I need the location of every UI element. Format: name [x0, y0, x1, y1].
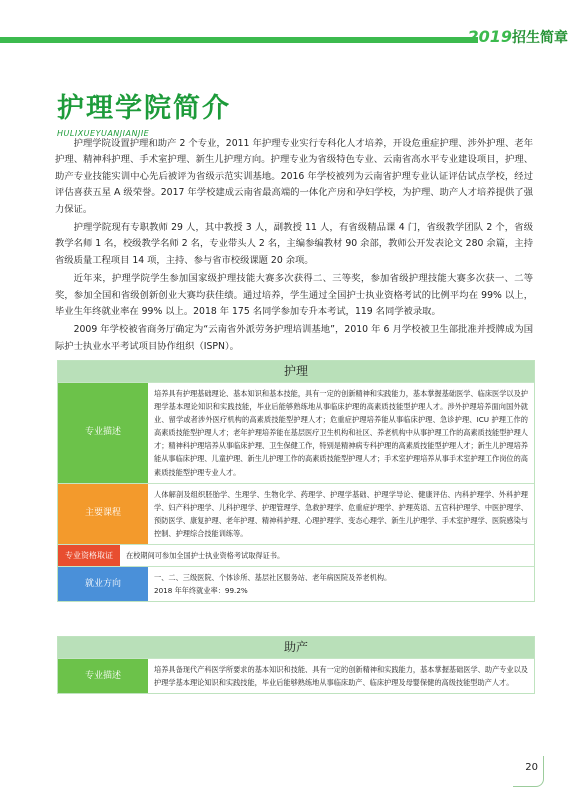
cert-label: 专业资格取证	[58, 545, 120, 566]
brand-header	[467, 27, 568, 47]
top-bar	[0, 27, 586, 47]
midwifery-heading: 助产	[58, 637, 534, 658]
course-label: 主要课程	[58, 484, 148, 544]
intro-text	[55, 136, 533, 357]
intro-paragraph: 护理学院现有专职教师 29 人，其中教授 3 人，副教授 11 人，有省级精品课 4 门，省级教学团队 2 个，省级教学名师 1 名，校级教学名师 2 名，专业带头人 2 名，主编参编教材 90 余部，教师公开发表论文 280 余篇，主持省级质量工程项目 14 项，主持、参与省市校级课题 20 余项。	[55, 222, 533, 266]
midwifery-table	[57, 636, 535, 694]
job-label: 就业方向	[58, 567, 148, 601]
desc-label: 专业描述	[58, 383, 148, 483]
nursing-table	[57, 360, 535, 602]
header-brand: 招生简章	[512, 30, 568, 46]
header-year: 2019	[467, 27, 512, 46]
midwifery-desc: 培养具备现代产科医学所要求的基本知识和技能、具有一定的创新精神和实践能力，基本掌握基础医学、助产专业以及护理学基本理论知识和实践技能，毕业后能够熟练地从事临床助产、临床护理及母婴保健的高级技能型助产人才。	[148, 659, 534, 693]
nursing-heading: 护理	[58, 361, 534, 382]
page-subtitle: HULIXUEYUANJIANJIE	[57, 129, 150, 138]
nursing-job-row	[58, 566, 534, 601]
desc-label: 专业描述	[58, 659, 148, 693]
nursing-cert: 在校期间可参加全国护士执业资格考试取得证书。	[120, 545, 534, 566]
nursing-courses: 人体解剖及组织胚胎学、生理学、生物化学、药理学、护理学基础、护理学导论、健康评估、内科护理学、外科护理学、妇产科护理学、儿科护理学、护理管理学、急救护理学、危重症护理学、护理英语、五官科护理学、中医护理学、预防医学、康复护理、老年护理、精神科护理、心理护理学、变态心理学、新生儿护理学、手术室护理学、医院感染与控制、护理综合技能训练等。	[148, 484, 534, 544]
nursing-cert-row	[58, 544, 534, 566]
page-number: 20	[525, 762, 538, 773]
section-title	[57, 86, 231, 138]
nursing-job-content	[148, 567, 534, 601]
page-title: 护理学院简介	[57, 93, 231, 124]
intro-paragraph: 近年来，护理学院学生参加国家级护理技能大赛多次获得二、三等奖，参加省级护理技能大赛多次获一、二等奖，参加全国和省级创新创业大赛均获佳绩。通过培养，学生通过全国护士执业资格考试的比例平均在 99% 以上，毕业生年终就业率在 99% 以上。2018 年 175 名同学参加专升本考试，119 名同学被录取。	[55, 273, 533, 318]
nursing-desc: 培养具有护理基础理论、基本知识和基本技能，具有一定的创新精神和实践能力，基本掌握基础医学、临床医学以及护理学基本理论知识和实践技能，毕业后能够熟练地从事临床护理的高素质技能型护理人才。涉外护理培养面向国外就业、留学或者涉外医疗机构的高素质技能型护理人才；危重症护理培养能从事临床护理、急诊护理、ICU 护理工作的高素质技能型护理人才；老年护理培养能在基层医疗卫生机构和社区、养老机构中从事护理工作的高素质技能型护理人才；精神科护理培养从事临床护理、卫生保健工作，特别是精神病专科护理的高素质技能型护理人才；新生儿护理培养能从事临床护理、儿童护理、新生儿护理工作的高素质技能型护理人才；手术室护理培养从事手术室护理工作岗位的高素质技能型护理专业人才。	[148, 383, 534, 483]
midwifery-desc-row	[58, 658, 534, 693]
nursing-course-row	[58, 483, 534, 544]
top-green-bar	[0, 37, 478, 43]
nursing-job: 一、二、三级医院、个体诊所、基层社区服务站、老年病医院及养老机构。	[154, 573, 392, 583]
nursing-job-rate: 2018 年年终就业率：99.2%	[154, 586, 248, 596]
intro-paragraph: 护理学院设置护理和助产 2 个专业，2011 年护理专业实行专科化人才培养，开设危重症护理、涉外护理、老年护理、精神科护理、手术室护理、新生儿护理方向。护理专业为省级特色专业、云南省高水平专业建设项目，护理、助产专业技能实训中心先后被评为省级示范实训基地。2016 年学校被列为云南省护理专业认证评估试点学校，经过评估喜获五星 A 级荣誉。2017 年学校建成云南省最高端的一体化产房和孕妇学校，为护理、助产人才培养提供了强力保证。	[55, 138, 533, 215]
nursing-desc-row	[58, 382, 534, 483]
intro-paragraph: 2009 年学校被省商务厅确定为“云南省外派劳务护理培训基地”，2010 年 6 月学校被卫生部批准并授牌成为国际护士执业水平考试项目协作组织（ISPN）。	[55, 324, 533, 352]
